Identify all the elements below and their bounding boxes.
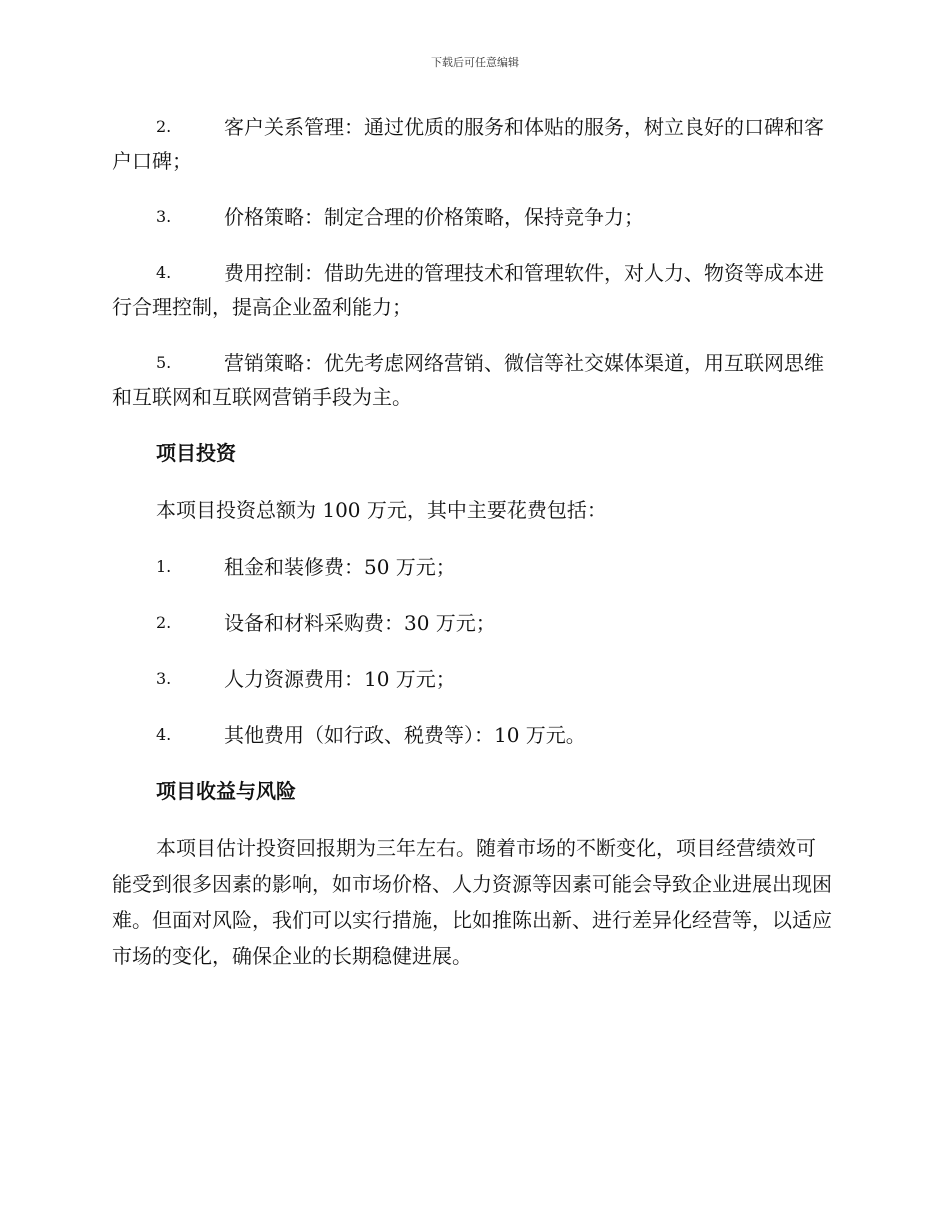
list-text: 设备和材料采购费：30 万元； xyxy=(224,611,496,635)
list-number: 3. xyxy=(156,669,172,688)
list-text: 租金和装修费：50 万元； xyxy=(224,555,456,579)
list-text: 营销策略：优先考虑网络营销、微信等社交媒体渠道，用互联网思维和互联网和互联网营销手段为主。 xyxy=(112,351,824,409)
list-item xyxy=(112,662,834,696)
list-number: 2. xyxy=(156,613,172,632)
list-text: 客户关系管理：通过优质的服务和体贴的服务，树立良好的口碑和客户口碑； xyxy=(112,115,824,173)
list-number: 4. xyxy=(156,725,172,744)
returns-body: 本项目估计投资回报期为三年左右。随着市场的不断变化，项目经营绩效可能受到很多因素的影响，如市场价格、人力资源等因素可能会导致企业进展出现困难。但面对风险，我们可以实行措施，比如推陈出新、进行差异化经营等，以适应市场的变化，确保企业的长期稳健进展。 xyxy=(112,836,832,968)
list-text: 人力资源费用：10 万元； xyxy=(224,667,456,691)
document-body xyxy=(112,110,834,996)
list-item xyxy=(112,110,834,178)
list-number: 5. xyxy=(156,353,172,372)
section-heading-investment: 项目投资 xyxy=(156,441,236,465)
list-number: 3. xyxy=(156,207,172,226)
list-number: 4. xyxy=(156,263,172,282)
list-item xyxy=(112,550,834,584)
list-item xyxy=(112,606,834,640)
list-item xyxy=(112,346,834,414)
list-item xyxy=(112,718,834,752)
list-text: 价格策略：制定合理的价格策略，保持竞争力； xyxy=(224,205,644,229)
list-item xyxy=(112,256,834,324)
list-text: 费用控制：借助先进的管理技术和管理软件，对人力、物资等成本进行合理控制，提高企业盈利能力； xyxy=(112,261,824,319)
list-text: 其他费用（如行政、税费等）：10 万元。 xyxy=(224,723,586,747)
list-number: 1. xyxy=(156,557,172,576)
list-item xyxy=(112,200,834,234)
investment-intro: 本项目投资总额为 100 万元，其中主要花费包括： xyxy=(156,498,607,522)
section-heading-returns: 项目收益与风险 xyxy=(156,779,296,803)
list-number: 2. xyxy=(156,117,172,136)
page-header: 下载后可任意编辑 xyxy=(431,56,519,69)
